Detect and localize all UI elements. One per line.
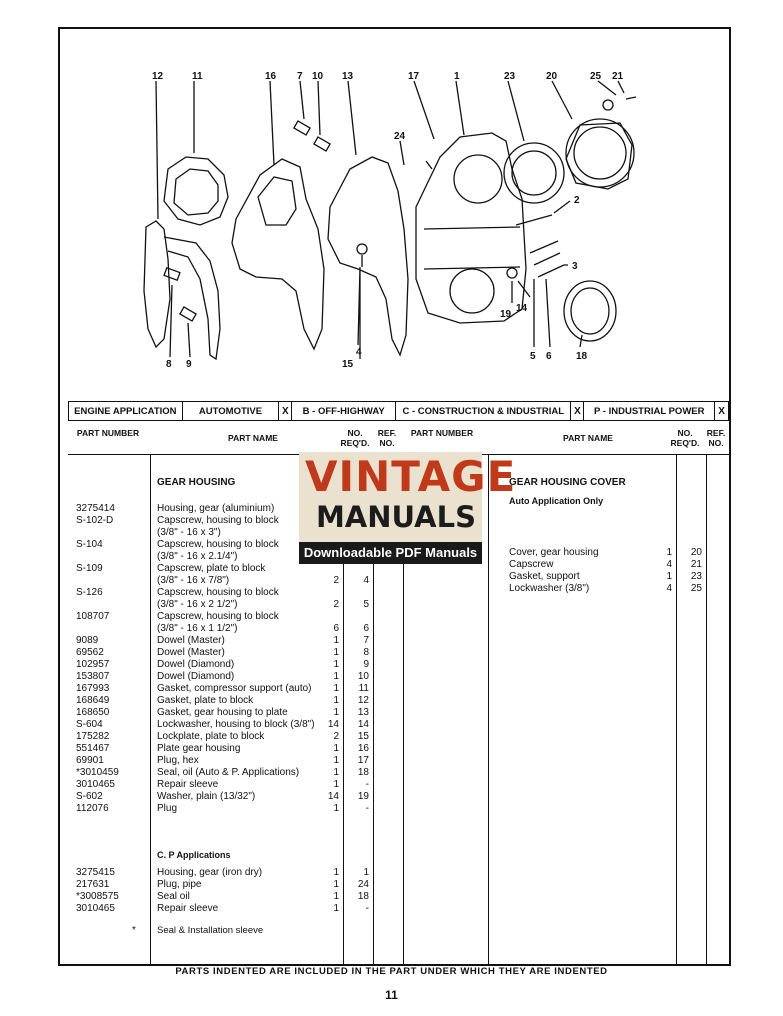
ref-number: 9 [363,659,369,670]
engine-application-bar [68,401,729,421]
part-name: Housing, gear (aluminium) [157,503,275,514]
table-row [68,583,729,595]
part-number: 108707 [76,611,110,622]
watermark-line1: VINTAGE [305,452,517,501]
table-row [68,743,729,755]
ref-number: 8 [363,647,369,658]
note-mark: * [132,925,136,936]
diagram-label: 12 [152,71,164,82]
diagram-label: 21 [612,71,624,82]
diagram-label: 9 [186,359,192,370]
quantity: 14 [327,719,339,730]
diagram-label: 6 [546,351,552,362]
ref-number: 15 [357,731,369,742]
diagram-label: 16 [265,71,277,82]
part-name: Plug, hex [157,755,199,766]
part-number: 217631 [76,879,110,890]
diagram-label: 3 [572,261,578,272]
header-part-name-right: PART NAME [563,433,613,443]
part-number: 3010465 [76,779,115,790]
part-name: Housing, gear (iron dry) [157,867,263,878]
ref-number: 13 [357,707,369,718]
header-part-number-right: PART NUMBER [410,428,474,438]
table-row [68,623,729,635]
part-name: Washer, plain (13/32") [157,791,256,802]
part-number: 112076 [76,803,109,814]
table-row [68,647,729,659]
quantity: 1 [333,879,339,890]
quantity: 1 [333,803,339,814]
diagram-label: 1 [454,71,460,82]
part-number: S-102-D [76,515,114,526]
ref-number: 12 [357,695,369,706]
table-row [68,695,729,707]
column-headers [68,421,729,455]
quantity: 1 [333,659,339,670]
table-row [68,659,729,671]
diagram-label: 25 [590,71,602,82]
table-row [68,891,729,903]
diagram-label: 19 [500,309,512,320]
section-subtitle-cp: C. P Applications [157,850,231,860]
engine-application-label: ENGINE APPLICATION [69,402,183,420]
part-number: 102957 [76,659,110,670]
ref-number: - [365,903,369,914]
table-row [68,791,729,803]
part-name: Plug [157,803,178,814]
header-ref-no: REF. NO. [377,428,397,448]
table-row [68,767,729,779]
ref-number: 25 [690,583,702,594]
part-name: (3/8" - 16 x 1 1/2") [157,623,238,634]
part-name: Dowel (Master) [157,647,225,658]
diagram-label: 15 [342,359,354,370]
diagram-label: 20 [546,71,558,82]
quantity: 2 [333,599,339,610]
ref-number: - [365,803,369,814]
part-name: Dowel (Diamond) [157,659,235,670]
quantity: 1 [333,671,339,682]
quantity: 1 [333,695,339,706]
header-part-number: PART NUMBER [76,428,140,438]
part-number: 3010465 [76,903,115,914]
part-name: Lockwasher, housing to block (3/8") [157,719,315,730]
quantity: 1 [666,547,672,558]
watermark-line3: Downloadable PDF Manuals [299,542,482,564]
part-name: Gasket, support [509,571,580,582]
part-name: (3/8" - 16 x 7/8") [157,575,230,586]
part-number: 167993 [76,683,110,694]
part-name: Plate gear housing [157,743,241,754]
quantity: 1 [333,707,339,718]
exploded-parts-diagram [60,29,729,401]
table-row [68,867,729,879]
table-row [68,731,729,743]
note-text: Seal & Installation sleeve [157,925,264,936]
part-name: Capscrew, housing to block [157,611,279,622]
part-number: 168649 [76,695,110,706]
automotive-mark: X [279,402,292,420]
part-number: *3010459 [76,767,119,778]
ref-number: 20 [690,547,702,558]
industrial-mark: X [718,405,725,417]
part-name: (3/8" - 16 x 3") [157,527,221,538]
offhighway-label: B - OFF-HIGHWAY [292,402,396,420]
part-number: S-126 [76,587,103,598]
part-name: Capscrew, housing to block [157,539,279,550]
table-row [68,879,729,891]
part-number: 168650 [76,707,110,718]
ref-number: 21 [690,559,702,570]
part-number: S-604 [76,719,103,730]
quantity: 1 [333,891,339,902]
table-row [68,571,729,583]
quantity: 1 [333,743,339,754]
part-name: Seal oil [157,891,190,902]
table-row [68,683,729,695]
part-name: Dowel (Diamond) [157,671,235,682]
ref-number: 18 [357,767,369,778]
part-number: 153807 [76,671,110,682]
ref-number: 4 [363,575,369,586]
page-number: 11 [385,988,398,1002]
ref-number: 16 [357,743,369,754]
part-number: 9089 [76,635,99,646]
construction-label: C - CONSTRUCTION & INDUSTRIAL [396,402,571,420]
quantity: 1 [333,683,339,694]
ref-number: 23 [690,571,702,582]
table-row [68,755,729,767]
section-title-gear-housing-cover: GEAR HOUSING COVER [509,477,626,488]
part-number: 551467 [76,743,110,754]
ref-number: 1 [363,867,369,878]
part-name: Gasket, gear housing to plate [157,707,288,718]
ref-number: 19 [357,791,369,802]
diagram-label: 7 [297,71,303,82]
quantity: 1 [333,903,339,914]
diagram-label: 8 [166,359,172,370]
part-name: Plug, pipe [157,879,202,890]
quantity: 1 [333,867,339,878]
diagram-label: 23 [504,71,516,82]
watermark-line2: MANUALS [315,500,476,534]
quantity: 4 [666,583,672,594]
quantity: 1 [333,779,339,790]
part-number: *3008575 [76,891,119,902]
diagram-label: 17 [408,71,420,82]
header-no-reqd-right: NO. REQ'D. [670,428,700,448]
quantity: 1 [333,767,339,778]
table-row [68,903,729,915]
table-row [68,779,729,791]
diagram-label: 10 [312,71,324,82]
quantity: 1 [333,635,339,646]
diagram-label: 14 [516,303,528,314]
ref-number: 18 [357,891,369,902]
table-row [68,611,729,623]
part-name: Seal, oil (Auto & P. Applications) [157,767,300,778]
ref-number: - [365,779,369,790]
part-name: (3/8" - 16 x 2 1/2") [157,599,238,610]
section-title-gear-housing: GEAR HOUSING [157,477,236,488]
diagram-label: 13 [342,71,354,82]
ref-number: 10 [357,671,369,682]
part-number: S-602 [76,791,103,802]
diagram-label: 4 [356,347,362,358]
diagram-label: 5 [530,351,536,362]
part-name: Gasket, compressor support (auto) [157,683,312,694]
ref-number: 5 [363,599,369,610]
table-row [68,803,729,815]
part-number: 3275414 [76,503,115,514]
header-ref-no-right: REF. NO. [706,428,726,448]
part-name: (3/8" - 16 x 2.1/4") [157,551,238,562]
part-name: Lockplate, plate to block [157,731,265,742]
quantity: 14 [327,791,339,802]
construction-mark: X [571,402,584,420]
part-name: Capscrew, housing to block [157,515,279,526]
ref-number: 14 [357,719,369,730]
part-number: 69562 [76,647,104,658]
quantity: 6 [333,623,339,634]
table-row [68,599,729,611]
footer-note: PARTS INDENTED ARE INCLUDED IN THE PART UNDER WHICH THEY ARE INDENTED [175,966,608,977]
diagram-label: 24 [394,131,406,142]
part-name: Capscrew, housing to block [157,587,279,598]
quantity: 1 [666,571,672,582]
ref-number: 7 [363,635,369,646]
part-name: Capscrew [509,559,554,570]
ref-number: 17 [357,755,369,766]
part-number: S-104 [76,539,103,550]
table-row [68,707,729,719]
ref-number: 6 [363,623,369,634]
part-name: Repair sleeve [157,903,219,914]
part-name: Repair sleeve [157,779,219,790]
quantity: 2 [333,575,339,586]
part-name: Cover, gear housing [509,547,599,558]
automotive-label: AUTOMOTIVE [183,402,280,420]
part-name: Lockwasher (3/8") [509,583,590,594]
table-row [68,635,729,647]
header-no-reqd: NO. REQ'D. [340,428,370,448]
table-row [68,671,729,683]
part-name: Dowel (Master) [157,635,225,646]
quantity: 1 [333,755,339,766]
diagram-label: 2 [574,195,580,206]
ref-number: 24 [357,879,369,890]
part-number: 175282 [76,731,110,742]
industrial-label: P - INDUSTRIAL POWER [584,402,715,420]
ref-number: 11 [358,683,369,694]
quantity: 2 [333,731,339,742]
section-subtitle-auto: Auto Application Only [509,496,604,506]
diagram-label: 11 [192,71,203,82]
table-row [68,719,729,731]
part-name: Capscrew, plate to block [157,563,266,574]
header-part-name: PART NAME [228,433,278,443]
diagram-label: 18 [576,351,588,362]
part-number: 69901 [76,755,104,766]
quantity: 4 [666,559,672,570]
part-name: Gasket, plate to block [157,695,254,706]
part-number: S-109 [76,563,103,574]
vintage-manuals-watermark [299,452,517,564]
part-number: 3275415 [76,867,115,878]
quantity: 1 [333,647,339,658]
